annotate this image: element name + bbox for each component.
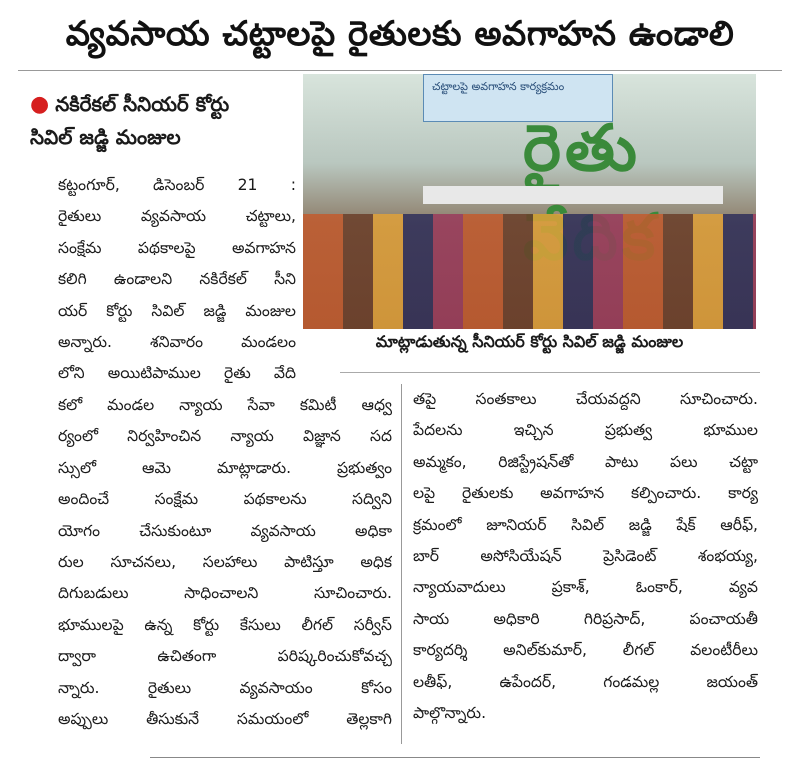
article-column-left-top — [58, 170, 296, 390]
photo-wall-text: రైతు — [523, 112, 641, 186]
article-column-right — [413, 384, 758, 729]
text-line: లోని అయిటిపాముల రైతు వేది — [58, 364, 296, 383]
top-divider — [18, 70, 782, 71]
text-line: యోగం చేసుకుంటూ వ్యవసాయ అధికా — [58, 521, 392, 540]
text-line: దిగుబడులు సాధించాలని సూచించారు. — [58, 584, 392, 603]
news-photo — [303, 74, 756, 329]
text-line: రుల సూచనలు, సలహాలు పాటిస్తూ అధిక — [58, 553, 392, 572]
column-divider — [401, 384, 402, 744]
bottom-divider — [150, 757, 760, 758]
text-line: అమ్మకం, రిజిస్ట్రేషన్‌తో పాటు పలు చట్టా — [413, 452, 758, 471]
text-line: రైతులు వ్యవసాయ చట్టాలు, — [58, 207, 296, 226]
bullet-icon: ● — [30, 92, 50, 117]
text-line: లతీఫ్, ఉపేందర్, గండమల్ల జయంత్ — [413, 672, 758, 691]
text-line: అప్పులు తీసుకునే సమయంలో తెల్లకాగి — [58, 710, 392, 729]
text-line: సంక్షేమ పథకాలపై అవగాహన — [58, 238, 296, 257]
text-line: స్సులో ఆమె మాట్లాడారు. ప్రభుత్వం — [58, 458, 392, 477]
text-line: తపై సంతకాలు చేయవద్దని సూచించారు. — [413, 390, 758, 408]
text-line: బార్ అసోసియేషన్ ప్రెసిడెంట్ శంభయ్య, — [413, 547, 758, 566]
text-line: కట్టంగూర్, డిసెంబర్ 21 : — [58, 176, 296, 194]
text-line: ర్యంలో నిర్వహించిన న్యాయ విజ్ఞాన సద — [58, 427, 392, 446]
text-line: పేదలను ఇచ్చిన ప్రభుత్వ భూముల — [413, 421, 758, 440]
text-line: యర్ కోర్టు సివిల్ జడ్జి మంజుల — [58, 301, 296, 320]
photo-caption: మాట్లాడుతున్న సీనియర్ కోర్టు సివిల్ జడ్జి మంజుల — [375, 332, 684, 351]
text-line: క్రమంలో జూనియర్ సివిల్ జడ్జి షేక్ ఆరీఫ్, — [413, 515, 758, 534]
text-line: లపై రైతులకు అవగాహన కల్పించారు. కార్య — [413, 484, 758, 503]
subheading-line-2: సివిల్ జడ్జి మంజుల — [30, 125, 181, 149]
text-line: సాయ అధికారి గిరిప్రసాద్, పంచాయతీ — [413, 609, 758, 628]
text-line: న్యాయవాదులు ప్రకాశ్, ఓంకార్, వ్యవ — [413, 578, 758, 597]
headline: వ్యవసాయ చట్టాలపై రైతులకు అవగాహన ఉండాలి — [65, 14, 735, 54]
text-line: భూములపై ఉన్న కోర్టు కేసులు లీగల్ సర్వీస్ — [58, 615, 392, 634]
text-line: పాల్గొన్నారు. — [413, 704, 487, 723]
photo-table — [423, 186, 723, 204]
caption-divider — [340, 372, 760, 373]
photo-audience — [303, 214, 756, 329]
text-line: న్నారు. రైతులు వ్యవసాయం కోసం — [58, 678, 392, 697]
text-line: కార్యదర్శి అనిల్‌కుమార్, లీగల్ వలంటీరీలు — [413, 641, 758, 660]
text-line: అందించే సంక్షేమ పథకాలను సద్విని — [58, 490, 392, 509]
subheading — [30, 88, 300, 153]
text-line: కలో మండల న్యాయ సేవా కమిటీ ఆధ్వ — [58, 396, 392, 414]
photo-banner: చట్టాలపై అవగాహన కార్యక్రమం — [423, 74, 613, 122]
article-column-left-bottom — [58, 390, 392, 735]
text-line: అన్నారు. శనివారం మండలం — [58, 333, 296, 352]
text-line: ద్వారా ఉచితంగా పరిష్కరించుకోవచ్చ — [58, 647, 392, 666]
subheading-line-1: ● నకిరేకల్ సీనియర్ కోర్టు — [30, 92, 230, 117]
text-line: కలిగి ఉండాలని నకిరేకల్ సీని — [58, 270, 296, 289]
